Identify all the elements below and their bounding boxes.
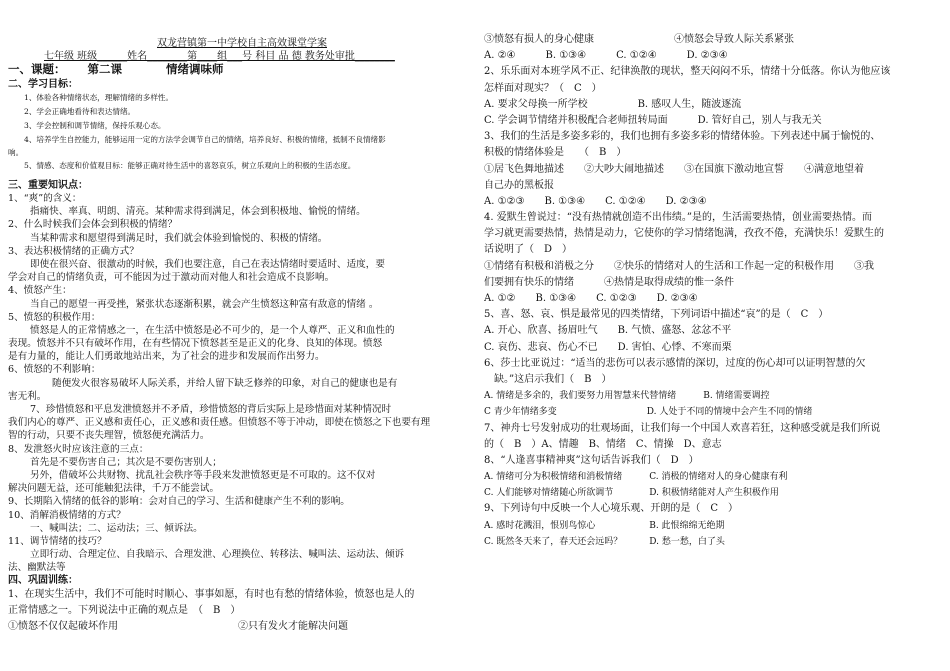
question-line: 缺。”这启示我们（ B ） <box>484 373 612 385</box>
question-line: A. 情绪可分为积极情绪和消极情绪 C. 消极的情绪对人的身心健康有利 <box>484 472 788 483</box>
goal-item: 1、体验各种情绪状态，理解情绪的多样性。 <box>24 93 174 102</box>
key-point-line: 10、消解消极情绪的方式？ <box>8 509 126 521</box>
key-points-heading: 三、重要知识点： <box>8 180 88 191</box>
key-point-line: 另外，借破坏公共财物、扰乱社会秩序等手段来发泄愤怒更是不可取的。这不仅对 <box>30 469 376 481</box>
key-point-line: 学会对自己的情绪负责，可不能因为过于激动而对他人和社会造成不良影响。 <box>8 272 335 284</box>
question-line: ③愤怒有损人的身心健康 ④愤怒会导致人际关系紧张 <box>484 34 794 45</box>
lesson-title-row <box>8 60 476 78</box>
question-line: A. ②④ B. ①③④ C. ①②④ D. ②③④ <box>484 50 728 62</box>
key-point-line: 即使在很兴奋、很激动的时候，我们也要注意，自己在表达情绪时要适时、适度，要 <box>30 258 385 270</box>
key-point-line: 立即行动、合理定位、自我暗示、合理发泄、心理换位、转移法、喊叫法、运动法、倾诉 <box>30 549 405 561</box>
practice-heading: 四、巩固训练： <box>8 575 78 587</box>
question-line: 7、神舟七号发射成功的壮观场面，让我们每一个中国人欢喜若狂，这种感受就是我们所说 <box>484 422 881 434</box>
question-line: 5、喜、怒、哀、惧是最常见的四类情绪，下列词语中描述“哀”的是（ C ） <box>484 309 829 321</box>
key-point-line: 解决问题无益，还可能触犯法律，千万不能尝试。 <box>8 483 220 495</box>
right-column <box>484 0 946 550</box>
key-point-line: 智的行动，只要不丧失理智，愤怒便充满活力。 <box>8 430 210 442</box>
lesson-label: 一、课题： <box>8 62 66 76</box>
goals-list <box>8 91 476 173</box>
question-line: 们要拥有快乐的情绪 ④热情是取得成绩的惟一条件 <box>484 276 734 288</box>
key-point-line: 6、愤怒的不利影响： <box>8 364 101 376</box>
key-point-line: 随便发火很容易破坏人际关系，并给人留下缺乏修养的印象，对自己的健康也是有 <box>52 377 398 389</box>
key-point-line: 当自己的愿望一再受挫，紧张状态逐渐积累，就会产生愤怒这种富有敌意的情绪 。 <box>30 298 379 310</box>
question-line: 2、乐乐面对本班学风不正、纪律涣散的现状，整天闷闷不乐，情绪十分低落。你认为他应该 <box>484 66 891 78</box>
question-line: ①居飞色舞地描述 ②大吵大闹地描述 ③在国旗下激动地宣誓 ④满意地望着 <box>484 163 864 175</box>
practice-questions <box>484 32 946 550</box>
question-line: 自己办的黑板报 <box>484 179 554 191</box>
question-1 <box>8 587 476 634</box>
left-column <box>8 0 476 634</box>
question-line: A. ①② B. ①③④ C. ①②③ D. ②③④ <box>484 293 698 304</box>
goals-heading: 二、学习目标： <box>8 79 78 90</box>
goal-item: 3、学会控制和调节情绪，保持乐观心态。 <box>24 121 166 130</box>
question-line: 4. 爱默生曾说过：“没有热情就创造不出伟绩。”是的，生活需要热情，创业需要热情。而 <box>484 212 872 224</box>
question-line: C 青少年情绪多变 D. 人处于不同的情境中会产生不同的情绪 <box>484 407 813 418</box>
goal-item: 2、学会正确地看待和表达情绪。 <box>24 107 136 116</box>
question-line: C. 人们能够对情绪随心所欲调节 D. 积极情绪能对人产生积极作用 <box>484 488 779 499</box>
question-text: 正常情感之一。下列说法中正确的观点是 （ B ） <box>8 605 241 617</box>
lesson-number: 第二课 <box>87 62 122 76</box>
key-point-line: 我们内心的尊严、正义感和责任心，正义感和责任感。但愤怒不等于冲动，即使在愤怒之下也要有理 <box>8 417 431 429</box>
key-point-line: 指痛快、率真、明朗、清亮。某种需求得到满足，体会到积极地、愉悦的情绪。 <box>30 206 366 218</box>
student-info-line: 七年级 班级______姓名________第____组___号 科目 品 德 教务处审批________ <box>44 51 395 62</box>
question-line: 8、“人逢喜事精神爽”这句话告诉我们（ D ） <box>484 454 699 466</box>
question-line: ①情绪有积极和消极之分 ②快乐的情绪对人的生活和工作起一定的积极作用 ③我 <box>484 260 874 272</box>
key-point-line: 11、调节情绪的技巧？ <box>8 535 107 547</box>
question-line: A. 要求父母换一所学校 B. 感叹人生，随波逐流 <box>484 98 742 110</box>
key-point-line: 9、长期陷入情绪的低谷的影响：会对自己的学习、生活和健康产生不利的影响。 <box>8 496 350 508</box>
goal-item: 响。 <box>8 148 24 157</box>
goal-item: 5、情感、态度和价值观目标：能够正确对待生活中的喜怒哀乐，树立乐观向上的积极的生活态度。 <box>24 161 356 170</box>
option-1: ①愤怒不仅仅起破坏作用 <box>8 620 118 632</box>
key-point-line: 3、表达积极情绪的正确方式？ <box>8 245 139 257</box>
key-point-line: 2、什么时候我们会体会到积极的情绪？ <box>8 219 178 231</box>
question-line: 3、我们的生活是多姿多彩的，我们也拥有多姿多彩的情绪体验。下列表述中属于愉悦的、 <box>484 131 881 143</box>
question-line: C. 既然冬天来了，春天还会远吗？ D. 愁一愁，白了头 <box>484 536 725 547</box>
question-line: 的（ B ）A、情趣 B、情绪 C、情操 D、意志 <box>484 438 722 450</box>
key-point-line: 表现。愤怒并不只有破坏作用，在有些情况下愤怒甚至是正义的化身、良知的体现。愤怒 <box>8 338 383 350</box>
question-line: 学习就更需要热情，热情是动力，它使你的学习情绪饱满，孜孜不倦，充满快乐！爱默生的 <box>484 228 884 240</box>
key-point-line: 4、愤怒产生： <box>8 285 72 297</box>
key-point-line: 是有力量的，能让人们勇敢地站出来，为了社会的进步和发展而作出努力。 <box>8 351 325 363</box>
key-point-line: 首先是不要伤害自己；其次是不要伤害别人； <box>30 456 222 468</box>
key-point-line: 5、愤怒的积极作用： <box>8 311 101 323</box>
option-2: ②只有发火才能解决问题 <box>238 620 348 632</box>
key-point-line: 7、珍惜愤怒和平息发泄愤怒并不矛盾，珍惜愤怒的背后实际上是珍惜面对某种情况时 <box>30 404 392 415</box>
key-point-line: 法、幽默法等 <box>8 562 66 574</box>
goal-item: 4、培养学生自控能力，能够运用一定的方法学会调节自己的情绪，培养良好、积极的情绪，抵制不良情绪影 <box>24 135 386 144</box>
question-line: 话说明了（ D ） <box>484 244 573 256</box>
question-line: A. 感时花溅泪，恨别鸟惊心 B. 此恨绵绵无绝期 <box>484 520 725 531</box>
question-line: 6、莎士比亚说过：“适当的悲伤可以表示感情的深切，过度的伤心却可以证明智慧的欠 <box>484 357 866 369</box>
question-line: A. 情绪是多余的，我们要努力用智慧来代替情绪 B. 情绪需要调控 <box>484 391 770 402</box>
question-line: A. 开心、欣喜、扬眉吐气 B. 气愤、盛怒、忿忿不平 <box>484 325 732 337</box>
key-point-line: 当某种需求和愿望得到满足时，我们就会体验到愉悦的、积极的情绪。 <box>30 232 328 244</box>
key-point-line: 害无利。 <box>8 390 47 402</box>
question-line: 怎样面对现实？（ C ） <box>484 82 602 94</box>
question-options <box>8 619 476 635</box>
key-point-line: 愤怒是人的正常情感之一，在生活中愤怒是必不可少的，是一个人尊严、正义和血性的 <box>30 324 395 336</box>
key-points-list <box>8 192 476 574</box>
lesson-title: 情绪调味师 <box>166 62 224 76</box>
key-point-line: 1、“爽”的含义： <box>8 193 82 204</box>
question-line: 积极的情绪体验是 （ B ） <box>484 147 627 159</box>
key-point-line: 8、发泄怒火时应该注意的三点： <box>8 443 149 455</box>
school-header: 双龙营镇第一中学校自主高效课堂学案 <box>157 38 327 49</box>
question-line: C. 学会调节情绪并积极配合老师扭转局面 D. 管好自己，别人与我无关 <box>484 114 822 126</box>
key-point-line: 一、喊叫法；二、运动法；三、倾诉法。 <box>30 522 203 534</box>
question-line: A. ①②③ B. ①③④ C. ①②④ D. ②③④ <box>484 195 707 207</box>
question-line: 9、下列诗句中反映一个人心境乐观、开朗的是（ C ） <box>484 503 739 515</box>
question-line: C. 哀伤、悲哀、伤心不已 D. 害怕、心悸、不寒而栗 <box>484 341 732 353</box>
question-text: 1、在现实生活中，我们不可能时时顺心、事事如愿，有时也有愁的情绪体验，愤怒也是人的 <box>8 589 415 601</box>
